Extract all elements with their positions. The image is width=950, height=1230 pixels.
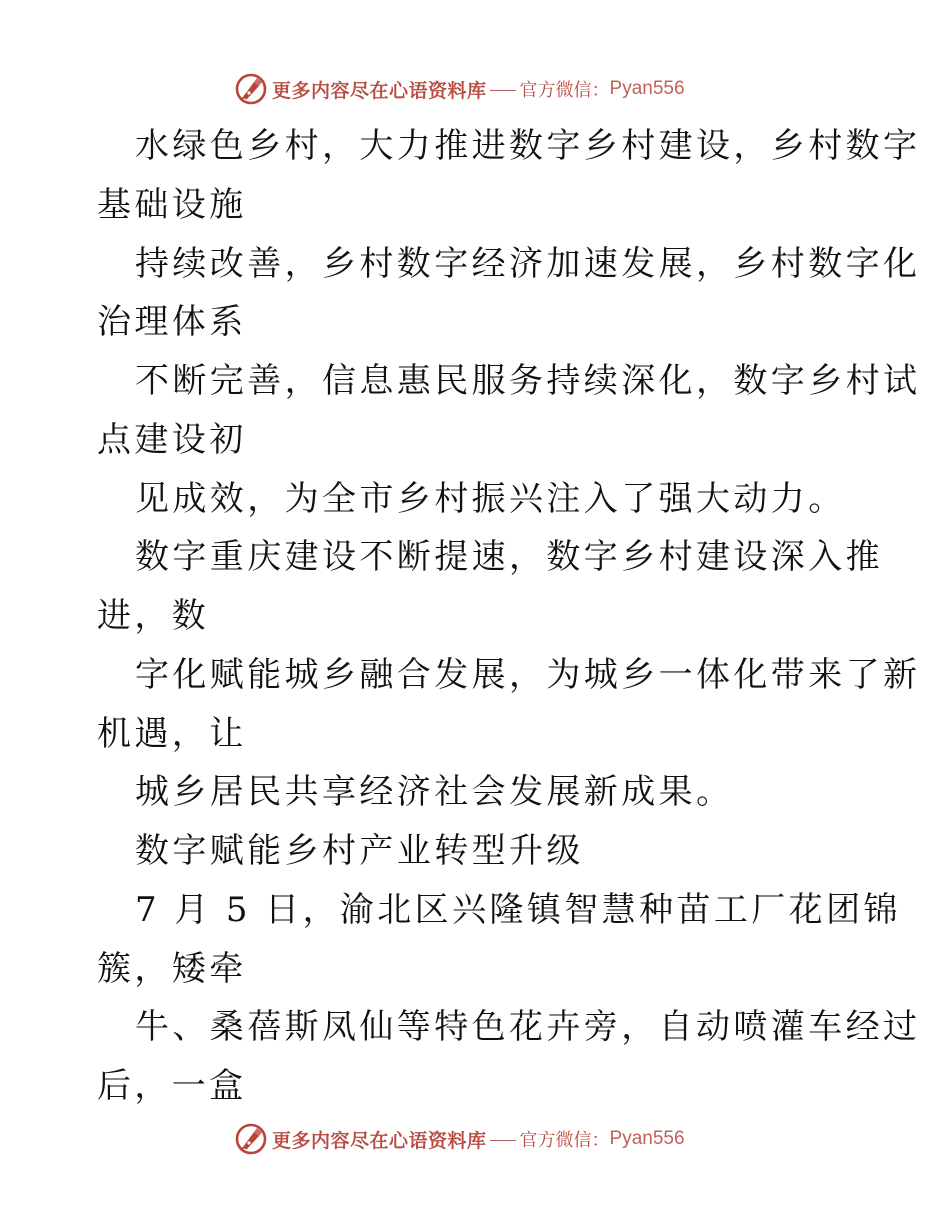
banner-main-text: 更多内容尽在心语资料库 [272, 1129, 487, 1152]
footer-banner [234, 1122, 685, 1156]
body-line: 牛、桑蓓斯凤仙等特色花卉旁，自动喷灌车经过 [135, 1007, 921, 1048]
header-banner [234, 72, 685, 106]
body-line: 字化赋能城乡融合发展，为城乡一体化带来了新 [135, 654, 921, 695]
body-line: 持续改善，乡村数字经济加速发展，乡村数字化 [135, 243, 921, 284]
banner-wechat-id: Pyan556 [609, 78, 685, 99]
body-line: 城乡居民共享经济社会发展新成果。 [135, 772, 734, 813]
body-line: 见成效，为全市乡村振兴注入了强大动力。 [135, 478, 846, 519]
section-heading: 数字赋能乡村产业转型升级 [135, 831, 584, 871]
body-line: 数字重庆建设不断提速，数字乡村建设深入推 [135, 537, 883, 578]
body-line: 治理体系 [97, 302, 247, 343]
banner-main-text: 更多内容尽在心语资料库 [272, 79, 487, 102]
body-line: 后，一盒 [97, 1066, 247, 1106]
banner-wechat-id: Pyan556 [609, 1128, 685, 1149]
body-line: 基础设施 [97, 184, 247, 225]
pen-nib-circle-icon [234, 1122, 268, 1156]
banner-dash [490, 1140, 516, 1141]
body-line: 水绿色乡村，大力推进数字乡村建设，乡村数字 [135, 126, 921, 166]
body-text [97, 117, 921, 1116]
banner-dash [490, 90, 516, 91]
body-line: 点建设初 [97, 419, 247, 460]
body-line: 不断完善，信息惠民服务持续深化，数字乡村试 [135, 361, 921, 401]
body-line: 簇，矮牵 [97, 948, 247, 989]
body-line: 机遇，让 [97, 713, 247, 754]
body-line: 进，数 [97, 596, 210, 636]
banner-wechat-label: 官方微信： [519, 1130, 610, 1151]
pen-nib-circle-icon [234, 72, 268, 106]
body-line: 7 月 5 日，渝北区兴隆镇智慧种苗工厂花团锦 [135, 889, 901, 930]
banner-wechat-label: 官方微信： [519, 80, 610, 101]
